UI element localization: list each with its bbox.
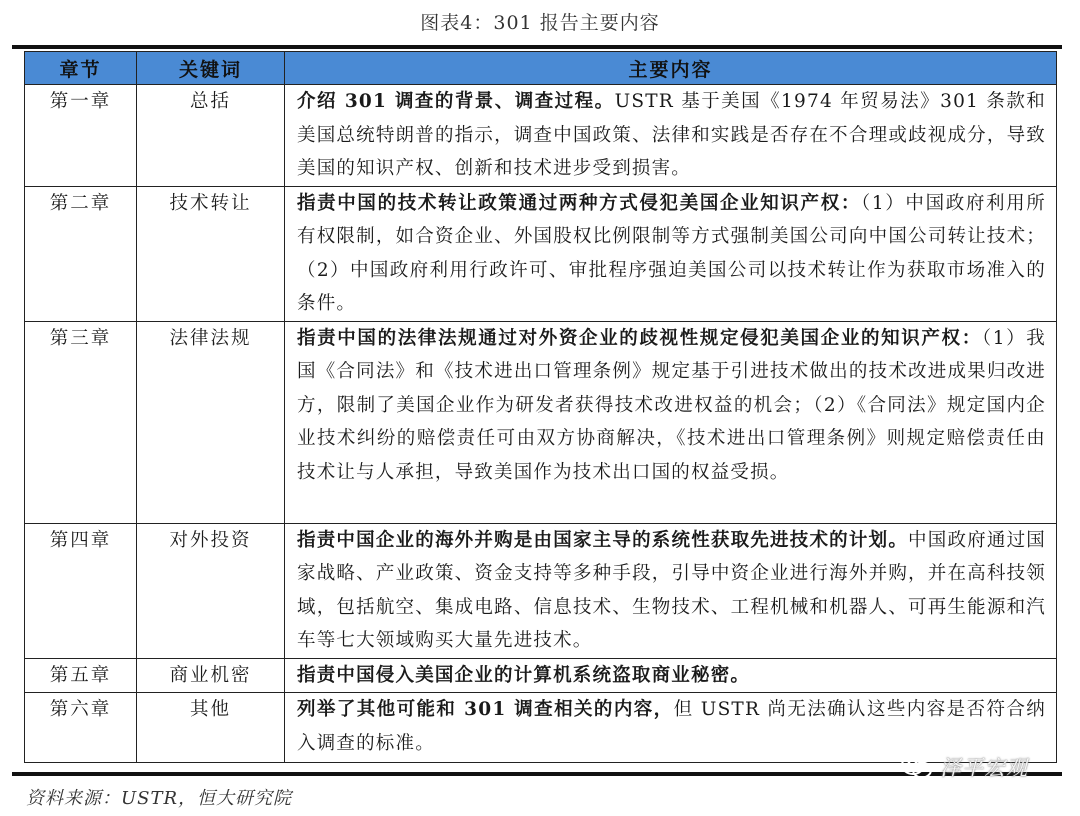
chapter-cell: 第四章 [25,523,137,658]
header-keyword: 关键词 [137,52,285,85]
content-summary: 指责中国的技术转让政策通过两种方式侵犯美国企业知识产权： [297,192,861,214]
table-row [25,523,1057,658]
content-summary: 指责中国侵入美国企业的计算机系统盗取商业秘密。 [297,664,751,686]
header-chapter: 章节 [25,52,137,85]
content-cell [285,321,1057,523]
content-detail: USTR 基于美国《1974 年贸易法》301 条款和美国总统特朗普的指示，调查中国政策、法律和实践是否存在不合理或歧视成分，导致美国的知识产权、创新和技术进步受到损害。 [297,91,1046,179]
table-row [25,658,1057,693]
content-cell [285,85,1057,187]
watermark-text: 泽平宏观 [940,756,1028,780]
top-rule [12,45,1062,49]
table-row [25,85,1057,187]
keyword-cell: 商业机密 [137,658,285,693]
content-summary: 介绍 301 调查的背景、调查过程。 [297,91,615,112]
table-caption: 图表4：301 报告主要内容 [420,12,660,34]
content-cell [285,658,1057,693]
content-summary: 指责中国企业的海外并购是由国家主导的系统性获取先进技术的计划。 [297,529,909,551]
chapter-cell: 第二章 [25,186,137,321]
wechat-icon [900,754,934,780]
keyword-cell: 法律法规 [137,321,285,523]
content-cell [285,523,1057,658]
source-note: 资料来源：USTR，恒大研究院 [26,788,293,809]
report-summary-table [24,51,1057,763]
table-header-row [25,52,1057,85]
chapter-cell: 第五章 [25,658,137,693]
watermark [900,752,1028,782]
keyword-cell: 总括 [137,85,285,187]
content-detail: （1）我国《合同法》和《技术进出口管理条例》规定基于引进技术做出的技术改进成果归改进方，限制了美国企业作为研发者获得技术改进权益的机会；（2）《合同法》规定国内企业技术纠纷的赔偿责任可由双方协商解决，《技术进出口管理条例》则规定赔偿责任由技术让与人承担，导致美国作为技术出口国的权益受损。 [297,327,1046,483]
chapter-cell: 第一章 [25,85,137,187]
table-row [25,321,1057,523]
table-row [25,186,1057,321]
keyword-cell: 其他 [137,693,285,763]
content-detail: 中国政府通过国家战略、产业政策、资金支持等多种手段，引导中资企业进行海外并购，并在高科技领域，包括航空、集成电路、信息技术、生物技术、工程机械和机器人、可再生能源和汽车等七大领域购买大量先进技术。 [297,529,1046,651]
chapter-cell: 第三章 [25,321,137,523]
chapter-cell: 第六章 [25,693,137,763]
header-content: 主要内容 [285,52,1057,85]
content-summary: 指责中国的法律法规通过对外资企业的歧视性规定侵犯美国企业的知识产权： [297,327,982,349]
keyword-cell: 技术转让 [137,186,285,321]
content-detail: （1）中国政府利用所有权限制，如合资企业、外国股权比例限制等方式强制美国公司向中国公司转让技术；（2）中国政府利用行政许可、审批程序强迫美国公司以技术转让作为获取市场准入的条件。 [297,192,1046,314]
content-detail: 但 USTR 尚无法确认这些内容是否符合纳入调查的标准。 [297,699,1046,754]
keyword-cell: 对外投资 [137,523,285,658]
content-summary: 列举了其他可能和 301 调查相关的内容， [297,699,674,720]
content-cell [285,186,1057,321]
